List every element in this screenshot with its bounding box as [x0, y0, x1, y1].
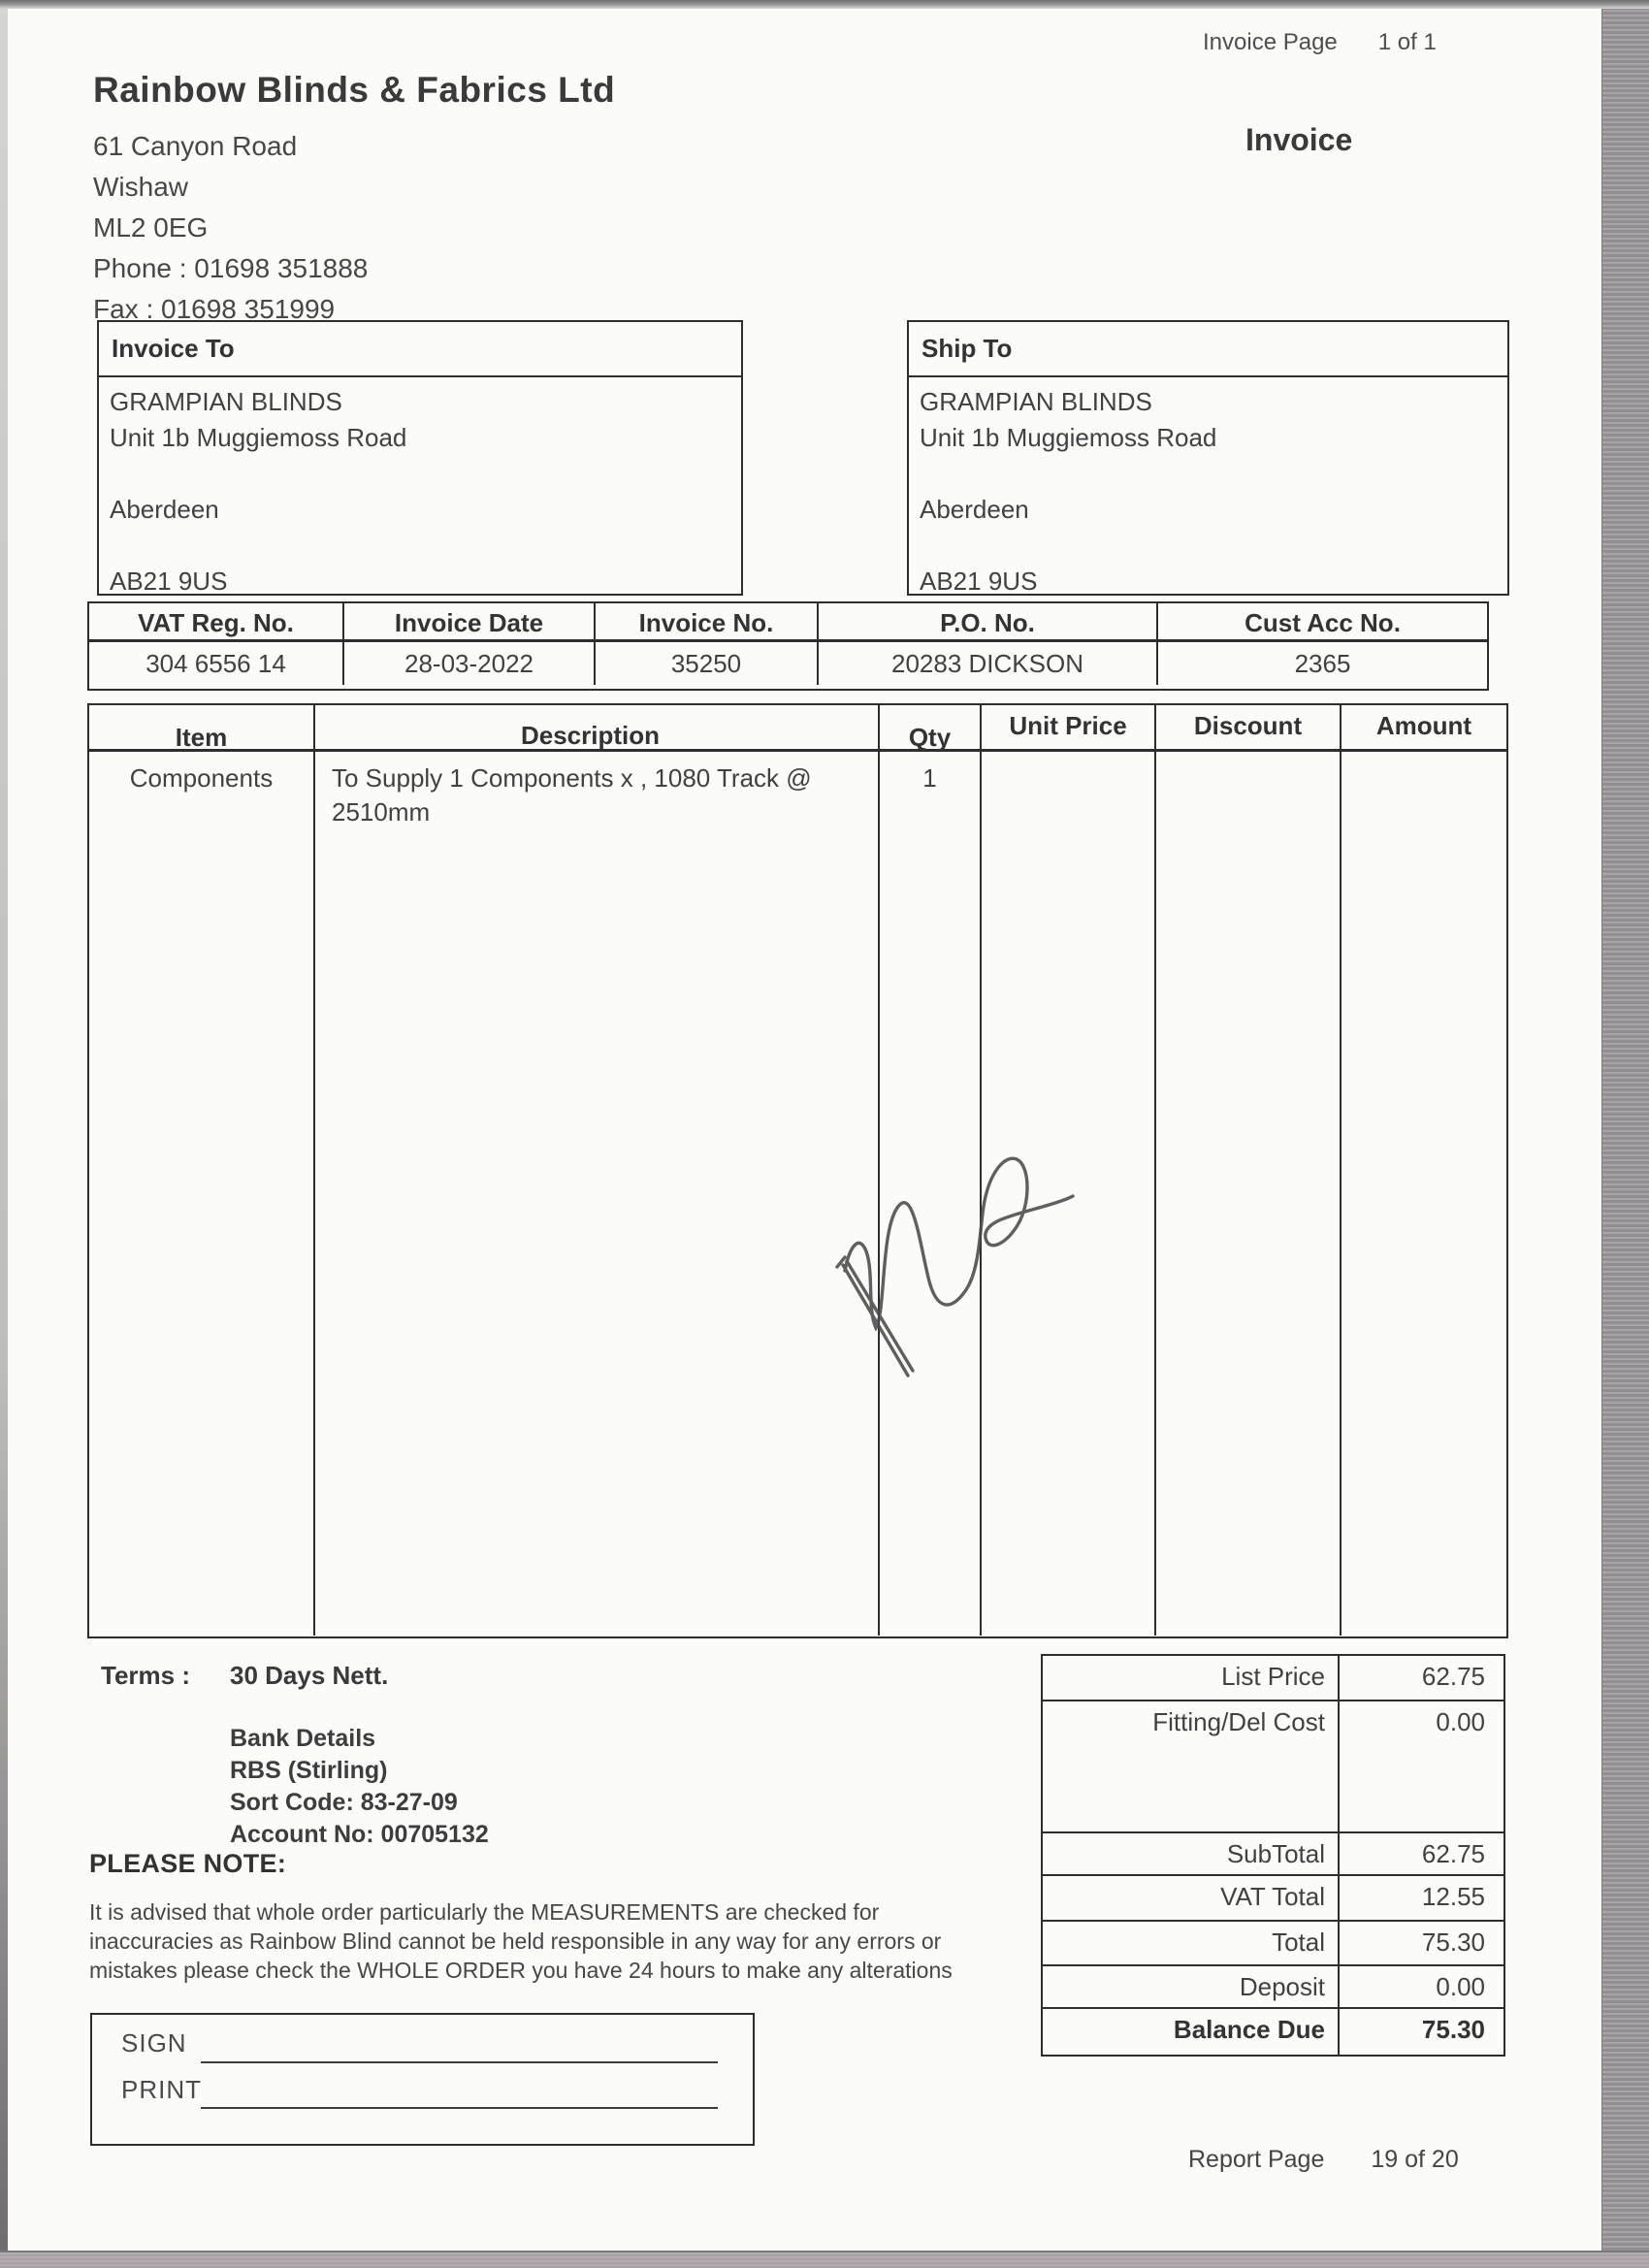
company-address-line: ML2 0EG [93, 212, 209, 243]
items-header-description: Description [315, 705, 880, 749]
items-header-amount: Amount [1375, 711, 1472, 740]
terms-label: Terms : [101, 1661, 190, 1690]
page-indicator-value: 1 of 1 [1377, 29, 1437, 55]
signature-box [90, 2013, 755, 2146]
page-indicator-label: Invoice Page [1203, 29, 1338, 55]
terms-value: 30 Days Nett. [230, 1661, 389, 1690]
please-note-title: PLEASE NOTE: [89, 1849, 287, 1878]
invoice-to-line [110, 528, 729, 564]
totals-label: Fitting/Del Cost [1043, 1701, 1340, 1831]
totals-label: Total [1043, 1922, 1340, 1964]
invoice-to-line: Aberdeen [110, 495, 219, 524]
totals-value: 0.00 [1436, 1706, 1485, 1736]
bank-details-line: Sort Code: 83-27-09 [230, 1789, 458, 1816]
totals-label: List Price [1043, 1656, 1340, 1700]
invoice-to-line: GRAMPIAN BLINDS [110, 387, 342, 416]
totals-label: Deposit [1043, 1966, 1340, 2008]
invoice-to-title: Invoice To [99, 322, 741, 377]
company-address-line: Phone : 01698 351888 [93, 253, 369, 283]
items-header-row [89, 705, 1506, 752]
bank-details [230, 1723, 489, 1851]
item-cell-amount [1342, 752, 1506, 1636]
totals-value: 75.30 [1421, 2015, 1485, 2045]
item-cell-unit-price [982, 752, 1156, 1636]
scan-edge-top [0, 0, 1649, 9]
totals-label: SubTotal [1043, 1833, 1340, 1875]
meta-header-invoice-date: Invoice Date [344, 603, 596, 642]
ship-to-line [920, 528, 1496, 564]
meta-value-invoice-date: 28-03-2022 [344, 642, 596, 685]
item-cell-item: Components [89, 752, 315, 1636]
totals-value: 62.75 [1421, 1662, 1485, 1691]
meta-header-row [89, 603, 1487, 642]
totals-row-list-price [1043, 1656, 1504, 1701]
totals-row-subtotal [1043, 1833, 1504, 1877]
scan-edge-right [1601, 0, 1649, 2268]
document-title: Invoice [1245, 122, 1353, 157]
totals-row-deposit [1043, 1966, 1504, 2010]
line-items-table [87, 703, 1508, 1638]
totals-row-balance-due [1043, 2009, 1504, 2055]
items-header-unit-price: Unit Price [982, 705, 1156, 749]
totals-row-total [1043, 1922, 1504, 1966]
page-indicator [1203, 29, 1437, 56]
invoice-to-line: Unit 1b Muggiemoss Road [110, 423, 407, 452]
report-page-value: 19 of 20 [1371, 2146, 1459, 2173]
item-cell-description: To Supply 1 Components x , 1080 Track @ 2510mm [315, 752, 880, 1636]
ship-to-line: AB21 9US [920, 567, 1038, 596]
report-page-label: Report Page [1188, 2146, 1325, 2173]
print-label: PRINT [121, 2075, 202, 2104]
company-name: Rainbow Blinds & Fabrics Ltd [93, 70, 616, 110]
meta-value-invoice-no: 35250 [596, 642, 819, 685]
ship-to-line [920, 456, 1496, 492]
scan-edge-left [0, 0, 8, 2268]
sign-line [201, 2061, 718, 2063]
report-page-indicator [1188, 2146, 1459, 2174]
totals-value: 62.75 [1421, 1838, 1485, 1868]
meta-value-cust-acc: 2365 [1294, 649, 1351, 678]
items-header-discount: Discount [1156, 705, 1342, 749]
invoice-to-line: AB21 9US [110, 567, 228, 596]
company-address-line: Wishaw [93, 172, 189, 202]
disclaimer-note-line: mistakes please check the WHOLE ORDER you have 24 hours to make any alterations [89, 1958, 953, 1983]
bank-details-line: Bank Details [230, 1725, 376, 1752]
invoice-to-line [110, 456, 729, 492]
item-cell-qty: 1 [880, 752, 982, 1636]
totals-value: 12.55 [1421, 1882, 1485, 1912]
meta-header-po-no: P.O. No. [819, 603, 1158, 642]
meta-header-invoice-no: Invoice No. [596, 603, 819, 642]
ship-to-line: GRAMPIAN BLINDS [920, 387, 1152, 416]
ship-to-line: Aberdeen [920, 495, 1029, 524]
item-cell-discount [1156, 752, 1342, 1636]
company-address-line: 61 Canyon Road [93, 131, 298, 161]
invoice-meta-table [87, 601, 1489, 691]
totals-box [1041, 1654, 1505, 2057]
disclaimer-note-line: It is advised that whole order particularly the MEASUREMENTS are checked for [89, 1899, 880, 1925]
invoice-to-box [97, 320, 743, 596]
company-address-line: Fax : 01698 351999 [93, 294, 336, 324]
items-header-item: Item [89, 705, 315, 749]
disclaimer-note [89, 1897, 991, 1985]
meta-header-vat-reg: VAT Reg. No. [89, 603, 344, 642]
sign-label: SIGN [121, 2028, 187, 2057]
print-line [201, 2107, 718, 2109]
ship-to-title: Ship To [909, 322, 1507, 377]
company-address [93, 126, 368, 330]
meta-value-vat-reg: 304 6556 14 [89, 642, 344, 685]
ship-to-box [907, 320, 1509, 596]
bank-details-line: RBS (Stirling) [230, 1757, 388, 1784]
totals-row-vat-total [1043, 1876, 1504, 1922]
totals-value: 75.30 [1421, 1928, 1485, 1958]
bank-details-line: Account No: 00705132 [230, 1821, 489, 1848]
scan-edge-bottom [0, 2251, 1649, 2268]
totals-label: Balance Due [1043, 2009, 1340, 2055]
totals-label: VAT Total [1043, 1876, 1340, 1920]
invoice-to-address [99, 377, 741, 599]
items-header-qty: Qty [880, 705, 982, 749]
meta-value-po-no: 20283 DICKSON [819, 642, 1158, 685]
totals-value: 0.00 [1436, 1971, 1485, 2001]
meta-value-row [89, 642, 1487, 685]
ship-to-line: Unit 1b Muggiemoss Road [920, 423, 1217, 452]
ship-to-address [909, 377, 1507, 599]
totals-row-fitting-del-cost [1043, 1701, 1504, 1833]
items-body-row [89, 752, 1506, 1636]
meta-header-cust-acc: Cust Acc No. [1158, 603, 1487, 642]
disclaimer-note-line: inaccuracies as Rainbow Blind cannot be held responsible in any way for any errors or [89, 1928, 942, 1954]
